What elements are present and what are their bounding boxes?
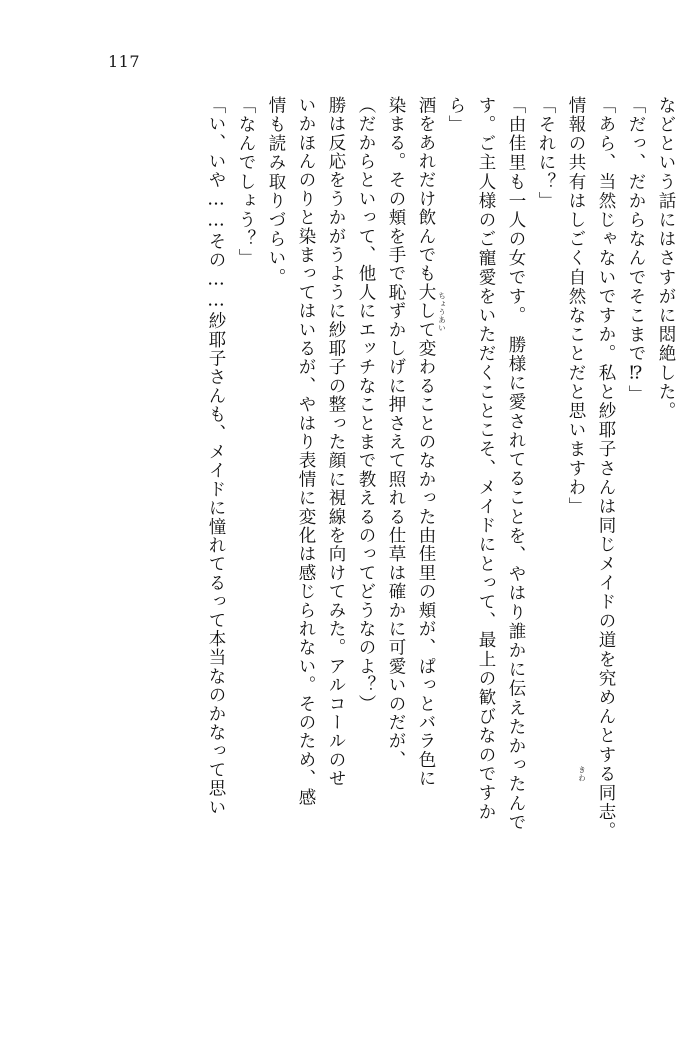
text-column: 「い、いや……その……紗耶子さんも、メイドに憧れてるって本当なのかなって思い — [206, 96, 226, 817]
text-column: 酒をあれだけ飲んでも大して変わることのなかった由佳里の頬が、ぱっとバラ色に — [416, 96, 436, 788]
text-column: 情報の共有はしごく自然なことだと思いますわ」 — [566, 96, 586, 517]
vertical-text-body — [194, 96, 674, 996]
text-column: 「だっ、だからなんでそこまで⁉」 — [626, 96, 646, 405]
text-column: いかほんのりと染まってはいるが、やはり表情に変化は感じられない。そのため、感 — [296, 96, 316, 807]
text-column: す。ご主人様のご寵愛をいただくことこそ、メイドにとって、最上の歓びなのですか — [476, 96, 496, 822]
text-column: （だからといって、他人にエッチなことまで教えるのってどうなのよ？） — [356, 96, 376, 714]
text-column: 勝は反応をうかがうように紗耶子の整った顔に視線を向けてみた。アルコールのせ — [326, 96, 346, 788]
text-column: 「なんでしょう？」 — [236, 96, 256, 268]
ruby-annotation-kiwa: きわ — [577, 766, 587, 782]
ruby-annotation-choai: ちょうあい — [437, 292, 447, 332]
text-column: ら」 — [446, 96, 466, 135]
text-column: 染まる。その頬を手で恥ずかしげに押さえて照れる仕草は確かに可愛いのだが、 — [386, 96, 406, 770]
text-column: 「由佳里も一人の女です。 勝様に愛されてることを、やはり誰かに伝えたかったんで — [506, 96, 526, 833]
page-number: 117 — [108, 52, 141, 71]
text-column: 「あら、当然じゃないですか。私と紗耶子さんは同じメイドの道を究めんとする同志。 — [596, 96, 616, 841]
text-column: 情も読み取りづらい。 — [266, 96, 286, 287]
text-column: などという話にはさすがに悶絶した。 — [656, 96, 676, 421]
text-column: 「それに？」 — [536, 96, 556, 211]
